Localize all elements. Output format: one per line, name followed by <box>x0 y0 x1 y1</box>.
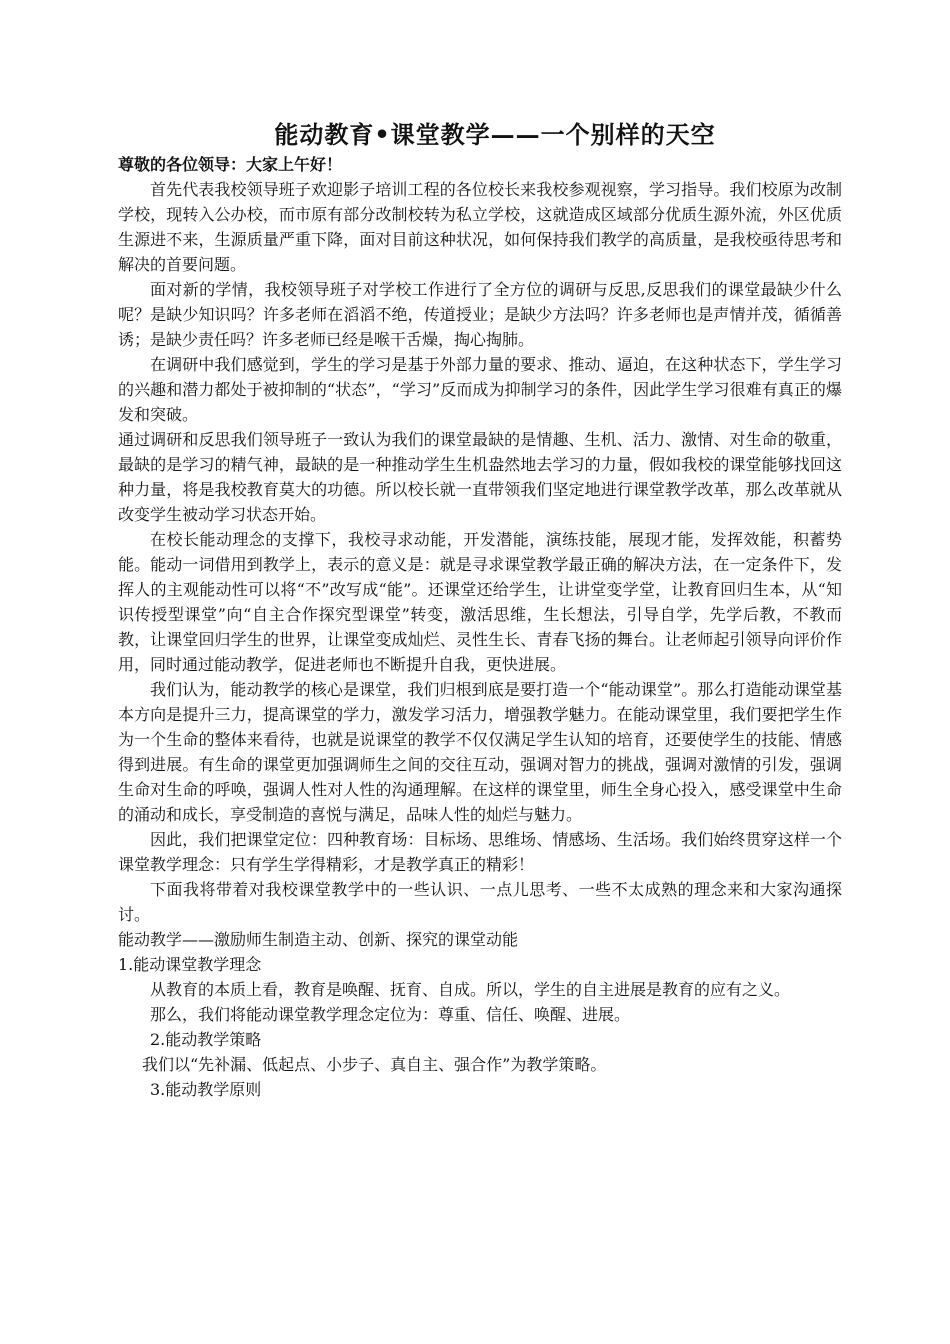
item2-heading: 2.能动教学策略 <box>150 1030 262 1049</box>
section-heading: 能动教学——激励师生制造主动、创新、探究的课堂动能 <box>118 930 519 949</box>
document-page <box>118 118 842 1102</box>
paragraph-consensus: 通过调研和反思我们领导班子一致认为我们的课堂最缺的是情趣、生机、活力、激情、对生命的敬重，最缺的是学习的精气神，最缺的是一种推动学生生机盎然地去学习的力量，假如我校的课堂能够找回这种力量，将是我校教育莫大的功德。所以校长就一直带领我们坚定地进行课堂教学改革，那么改革就从改变学生被动学习状态开始。 <box>118 430 842 524</box>
paragraph-intro: 首先代表我校领导班子欢迎影子培训工程的各位校长来我校参观视察，学习指导。我们校原为改制学校，现转入公办校，而市原有部分改制校转为私立学校，这就造成区域部分优质生源外流，外区优质生源进不来，生源质量严重下降，面对目前这种状况，如何保持我们教学的高质量，是我校亟待思考和解决的首要问题。 <box>118 180 842 274</box>
item1-paragraph-2: 那么，我们将能动课堂教学理念定位为：尊重、信任、唤醒、进展。 <box>150 1005 631 1024</box>
document-title: 能动教育•课堂教学——一个别样的天空 <box>274 120 716 149</box>
item3-heading: 3.能动教学原则 <box>150 1080 262 1099</box>
item1-heading: 1.能动课堂教学理念 <box>118 955 262 974</box>
item2-paragraph: 我们以“先补漏、低起点、小步子、真自主、强合作”为教学策略。 <box>142 1055 607 1074</box>
greeting: 尊敬的各位领导：大家上午好！ <box>118 155 343 174</box>
paragraph-principal-concept: 在校长能动理念的支撑下，我校寻求动能，开发潜能，演练技能，展现才能，发挥效能，积蓄势能。能动一词借用到教学上，表示的意义是：就是寻求课堂教学最正确的解决方法，在一定条件下，发挥人的主观能动性可以将“不”改写成“能”。还课堂还给学生，让讲堂变学堂，让教育回归生本，从“知识传授型课堂”向“自主合作探究型课堂”转变，激活思维，生长想法，引导自学，先学后教，不教而教，让课堂回归学生的世界，让课堂变成灿烂、灵性生长、青春飞扬的舞台。让老师起引领导向评价作用，同时通过能动教学，促进老师也不断提升自我，更快进展。 <box>118 530 842 674</box>
paragraph-core-classroom: 我们认为，能动教学的核心是课堂，我们归根到底是要打造一个“能动课堂”。那么打造能动课堂基本方向是提升三力，提高课堂的学力，激发学习活力，增强教学魅力。在能动课堂里，我们要把学生作为一个生命的整体来看待，也就是说课堂的教学不仅仅满足学生认知的培育，还要使学生的技能、情感得到进展。有生命的课堂更加强调师生之间的交往互动，强调对智力的挑战，强调对激情的引发，强调生命对生命的呼唤，强调人性对人性的沟通理解。在这样的课堂里，师生全身心投入，感受课堂中生命的涌动和成长，享受制造的喜悦与满足，品味人性的灿烂与魅力。 <box>118 680 842 824</box>
paragraph-reflection: 面对新的学情，我校领导班子对学校工作进行了全方位的调研与反思,反思我们的课堂最缺少什么呢？是缺少知识吗？许多老师在滔滔不绝，传道授业；是缺少方法吗？许多老师也是声情并茂，循循善诱；是缺少责任吗？许多老师已经是喉干舌燥，掏心掏肺。 <box>118 280 842 349</box>
paragraph-research: 在调研中我们感觉到，学生的学习是基于外部力量的要求、推动、逼迫，在这种状态下，学生学习的兴趣和潜力都处于被抑制的“状态”，“学习”反而成为抑制学习的条件，因此学生学习很难有真正的爆发和突破。 <box>118 355 842 424</box>
paragraph-transition: 下面我将带着对我校课堂教学中的一些认识、一点儿思考、一些不太成熟的理念来和大家沟通探讨。 <box>118 880 842 924</box>
item1-paragraph-1: 从教育的本质上看，教育是唤醒、抚育、自成。所以，学生的自主进展是教育的应有之义。 <box>150 980 791 999</box>
paragraph-positioning: 因此，我们把课堂定位：四种教育场：目标场、思维场、情感场、生活场。我们始终贯穿这样一个课堂教学理念：只有学生学得精彩，才是教学真正的精彩！ <box>118 830 842 874</box>
